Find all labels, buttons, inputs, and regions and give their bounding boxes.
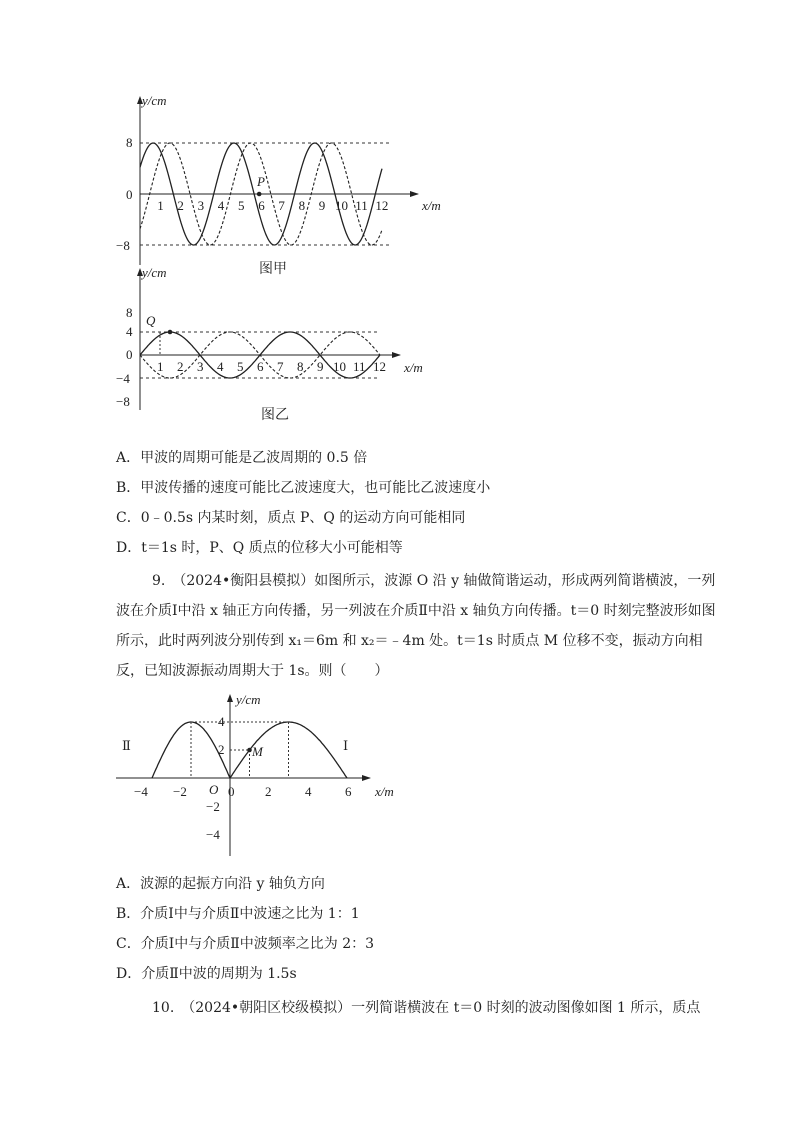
fig3-ylabel: y/cm <box>236 692 261 707</box>
point-q-label: Q <box>146 313 156 328</box>
fig1-xtick: 8 <box>298 198 306 213</box>
fig1-xtick: 11 <box>355 198 368 213</box>
fig1-xtick: 1 <box>157 198 164 213</box>
fig1-x-arrow <box>410 191 419 197</box>
point-q-dot <box>168 330 173 335</box>
fig2-ylabel: y/cm <box>142 265 167 280</box>
fig2-xlabel: x/m <box>404 360 423 375</box>
fig1-xtick: 10 <box>335 198 348 213</box>
fig1-caption: 图甲 <box>259 261 287 277</box>
figure-q9 <box>112 688 422 858</box>
fig1-ytick-0: 0 <box>126 187 133 202</box>
figure-jia <box>110 90 470 270</box>
fig2-xtick: 8 <box>297 359 304 374</box>
q8-option-a: A．甲波的周期可能是乙波周期的 0.5 倍 <box>116 450 368 466</box>
fig2-ytick-neg4: −4 <box>116 371 130 386</box>
fig2-xtick: 12 <box>373 359 386 374</box>
q8-option-d: D．t＝1s 时，P、Q 质点的位移大小可能相等 <box>116 540 403 556</box>
point-m-label: M <box>252 744 263 759</box>
fig3-xtick-neg2: −2 <box>173 784 187 799</box>
fig2-xtick: 3 <box>197 359 204 374</box>
fig2-xtick: 5 <box>237 359 244 374</box>
fig3-xtick-4: 4 <box>305 784 312 799</box>
fig2-ytick-neg8: −8 <box>116 394 130 409</box>
fig3-xlabel: x/m <box>375 784 394 799</box>
fig2-caption: 图乙 <box>261 407 289 423</box>
fig1-xlabel: x/m <box>422 198 441 213</box>
fig1-xtick: 9 <box>318 198 326 213</box>
fig2-xtick: 11 <box>353 359 366 374</box>
fig1-xtick: 4 <box>217 198 225 213</box>
fig3-xtick-6: 6 <box>345 784 352 799</box>
fig2-xtick: 1 <box>157 359 164 374</box>
point-p-dot <box>257 192 262 197</box>
fig1-xtick: 7 <box>278 198 285 213</box>
fig3-ytick-neg4: −4 <box>206 827 220 842</box>
q9-option-b: B．介质Ⅰ中与介质Ⅱ中波速之比为 1：1 <box>116 906 360 922</box>
fig1-xtick: 2 <box>177 198 184 213</box>
medium-1-label: Ⅰ <box>343 738 349 753</box>
fig2-xtick: 6 <box>257 359 264 374</box>
fig2-ytick-0: 0 <box>126 347 133 362</box>
fig2-xtick: 10 <box>333 359 346 374</box>
fig3-x-arrow <box>362 775 371 781</box>
figure-yi <box>110 262 470 412</box>
fig2-ytick-4: 4 <box>126 324 133 339</box>
fig1-ylabel: y/cm <box>142 93 167 108</box>
fig3-ytick-2: 2 <box>218 742 225 757</box>
fig3-ytick-neg2: −2 <box>206 799 220 814</box>
q8-option-b: B．甲波传播的速度可能比乙波速度大，也可能比乙波速度小 <box>116 480 491 496</box>
fig3-ytick-4: 4 <box>218 714 225 729</box>
fig1-ytick-8: 8 <box>126 135 133 150</box>
q9-option-c: C．介质Ⅰ中与介质Ⅱ中波频率之比为 2：3 <box>116 936 375 952</box>
fig1-xtick: 5 <box>238 198 245 213</box>
q9-option-a: A．波源的起振方向沿 y 轴负方向 <box>116 876 325 892</box>
fig1-xtick: 6 <box>258 198 265 213</box>
fig2-x-arrow <box>392 352 401 358</box>
medium-2-label: Ⅱ <box>122 738 131 753</box>
fig2-ytick-8: 8 <box>126 305 133 320</box>
point-p-label: P <box>257 174 265 189</box>
fig3-xtick-0: 0 <box>228 784 235 799</box>
fig1-xtick: 3 <box>197 198 205 213</box>
q9-option-d: D．介质Ⅱ中波的周期为 1.5s <box>116 966 297 982</box>
fig2-xtick: 9 <box>317 359 324 374</box>
q9-stem: 9. （2024•衡阳县模拟）如图所示，波源 O 沿 y 轴做简谐运动，形成两列简谐横波，一列波在介质Ⅰ中沿 x 轴正方向传播，另一列波在介质Ⅱ中沿 x 轴负方向传播。t＝0 时刻完整波形如图所示，此时两列波分别传到 x₁＝6m 和 x₂＝﹣4m 处。t＝1s 时质点 M 位移不变，振动方向相反，已知波源振动周期大于 1s。则（ ） <box>116 573 716 679</box>
q8-option-c: C．0﹣0.5s 内某时刻，质点 P、Q 的运动方向可能相同 <box>116 510 466 526</box>
fig3-origin: O <box>209 782 219 797</box>
fig3-xtick-2: 2 <box>265 784 272 799</box>
fig2-xtick: 4 <box>217 359 224 374</box>
fig1-ytick-neg8: −8 <box>116 238 130 253</box>
fig2-xtick: 7 <box>277 359 284 374</box>
fig3-y-arrow <box>227 694 233 702</box>
fig2-xtick: 2 <box>177 359 184 374</box>
fig1-xtick: 12 <box>375 198 389 213</box>
fig3-xtick-neg4: −4 <box>134 784 148 799</box>
q10-stem: 10. （2024•朝阳区校级模拟）一列简谐横波在 t＝0 时刻的波动图像如图 1 所示，质点 <box>152 1000 701 1016</box>
